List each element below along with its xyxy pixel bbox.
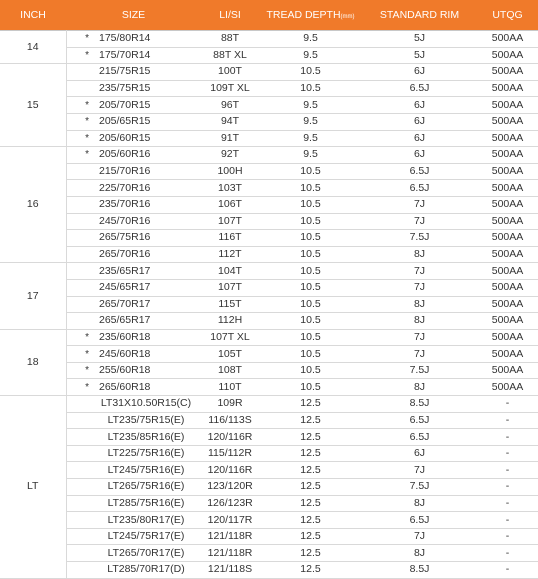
header-tread-label: TREAD DEPTH [266,9,341,21]
size-cell: LT31X10.50R15(C) [91,396,201,413]
tread-depth-cell: 10.5 [259,180,362,197]
star-marker: * [66,31,91,48]
tread-depth-cell: 12.5 [259,412,362,429]
star-marker [66,296,91,313]
tread-depth-cell: 12.5 [259,495,362,512]
standard-rim-cell: 6.5J [362,512,477,529]
tread-depth-cell: 10.5 [259,196,362,213]
tread-depth-cell: 9.5 [259,47,362,64]
standard-rim-cell: 6J [362,147,477,164]
header-size: SIZE [66,0,201,31]
li-si-cell: 103T [201,180,259,197]
li-si-cell: 109T XL [201,80,259,97]
li-si-cell: 107T [201,213,259,230]
li-si-cell: 116/113S [201,412,259,429]
table-row [0,362,538,379]
standard-rim-cell: 5J [362,31,477,48]
li-si-cell: 109R [201,396,259,413]
standard-rim-cell: 7J [362,263,477,280]
utqg-cell: 500AA [477,113,538,130]
li-si-cell: 121/118R [201,528,259,545]
utqg-cell: - [477,528,538,545]
standard-rim-cell: 5J [362,47,477,64]
utqg-cell: 500AA [477,196,538,213]
tread-depth-cell: 9.5 [259,130,362,147]
star-marker [66,528,91,545]
size-cell: 235/75R15 [91,80,201,97]
utqg-cell: 500AA [477,296,538,313]
star-marker: * [66,130,91,147]
table-row [0,147,538,164]
standard-rim-cell: 6J [362,64,477,81]
tread-depth-cell: 12.5 [259,445,362,462]
standard-rim-cell: 8J [362,313,477,330]
tread-depth-cell: 12.5 [259,562,362,579]
standard-rim-cell: 6.5J [362,163,477,180]
standard-rim-cell: 7J [362,462,477,479]
utqg-cell: 500AA [477,97,538,114]
li-si-cell: 100H [201,163,259,180]
table-row [0,429,538,446]
utqg-cell: 500AA [477,213,538,230]
utqg-cell: - [477,462,538,479]
standard-rim-cell: 6.5J [362,80,477,97]
utqg-cell: - [477,429,538,446]
standard-rim-cell: 6.5J [362,412,477,429]
tread-depth-cell: 10.5 [259,246,362,263]
star-marker [66,196,91,213]
utqg-cell: 500AA [477,313,538,330]
li-si-cell: 100T [201,64,259,81]
table-row [0,346,538,363]
utqg-cell: 500AA [477,47,538,64]
li-si-cell: 96T [201,97,259,114]
li-si-cell: 116T [201,230,259,247]
star-marker [66,64,91,81]
standard-rim-cell: 8J [362,246,477,263]
tread-depth-cell: 12.5 [259,396,362,413]
li-si-cell: 91T [201,130,259,147]
table-row [0,279,538,296]
size-cell: 205/60R15 [91,130,201,147]
standard-rim-cell: 8.5J [362,396,477,413]
utqg-cell: 500AA [477,346,538,363]
star-marker [66,246,91,263]
utqg-cell: 500AA [477,80,538,97]
table-row [0,562,538,579]
star-marker [66,462,91,479]
table-row [0,263,538,280]
table-row [0,313,538,330]
header-standard-rim: STANDARD RIM [362,0,477,31]
size-cell: 265/65R17 [91,313,201,330]
star-marker [66,80,91,97]
size-cell: 215/70R16 [91,163,201,180]
header-tread-unit: (mm) [340,14,355,20]
table-row [0,163,538,180]
tread-depth-cell: 10.5 [259,213,362,230]
table-row [0,64,538,81]
table-row [0,412,538,429]
utqg-cell: 500AA [477,64,538,81]
li-si-cell: 88T [201,31,259,48]
li-si-cell: 121/118R [201,545,259,562]
li-si-cell: 112T [201,246,259,263]
size-cell: LT285/75R16(E) [91,495,201,512]
size-cell: 205/60R16 [91,147,201,164]
star-marker [66,313,91,330]
size-cell: 265/75R16 [91,230,201,247]
utqg-cell: - [477,545,538,562]
inch-cell: 14 [0,31,66,64]
table-row [0,80,538,97]
size-cell: LT245/75R16(E) [91,462,201,479]
standard-rim-cell: 7J [362,279,477,296]
table-row [0,47,538,64]
tread-depth-cell: 10.5 [259,163,362,180]
standard-rim-cell: 7J [362,213,477,230]
table-row [0,97,538,114]
tread-depth-cell: 10.5 [259,346,362,363]
size-cell: 265/60R18 [91,379,201,396]
li-si-cell: 92T [201,147,259,164]
standard-rim-cell: 6J [362,130,477,147]
tread-depth-cell: 12.5 [259,528,362,545]
star-marker [66,213,91,230]
size-cell: 265/70R17 [91,296,201,313]
inch-cell: 18 [0,329,66,395]
standard-rim-cell: 7J [362,329,477,346]
standard-rim-cell: 6J [362,445,477,462]
tread-depth-cell: 10.5 [259,64,362,81]
star-marker [66,479,91,496]
size-cell: LT235/80R17(E) [91,512,201,529]
star-marker: * [66,147,91,164]
table-row [0,180,538,197]
tread-depth-cell: 10.5 [259,313,362,330]
tread-depth-cell: 10.5 [259,263,362,280]
header-row [0,0,538,31]
size-cell: LT225/75R16(E) [91,445,201,462]
table-row [0,379,538,396]
utqg-cell: - [477,495,538,512]
size-cell: 245/65R17 [91,279,201,296]
standard-rim-cell: 8.5J [362,562,477,579]
star-marker [66,545,91,562]
size-cell: 215/75R15 [91,64,201,81]
utqg-cell: 500AA [477,31,538,48]
table-row [0,528,538,545]
utqg-cell: - [477,445,538,462]
standard-rim-cell: 7.5J [362,479,477,496]
tread-depth-cell: 10.5 [259,80,362,97]
li-si-cell: 105T [201,346,259,363]
inch-cell: 16 [0,147,66,263]
table-row [0,495,538,512]
li-si-cell: 94T [201,113,259,130]
tread-depth-cell: 9.5 [259,31,362,48]
li-si-cell: 88T XL [201,47,259,64]
li-si-cell: 107T XL [201,329,259,346]
standard-rim-cell: 8J [362,495,477,512]
inch-cell: 17 [0,263,66,329]
size-cell: 245/60R18 [91,346,201,363]
star-marker [66,396,91,413]
star-marker [66,279,91,296]
utqg-cell: 500AA [477,279,538,296]
table-row [0,196,538,213]
utqg-cell: 500AA [477,130,538,147]
utqg-cell: 500AA [477,379,538,396]
star-marker [66,163,91,180]
table-row [0,512,538,529]
tread-depth-cell: 12.5 [259,479,362,496]
standard-rim-cell: 7J [362,346,477,363]
star-marker [66,263,91,280]
size-cell: 255/60R18 [91,362,201,379]
tread-depth-cell: 10.5 [259,296,362,313]
utqg-cell: 500AA [477,163,538,180]
table-row [0,329,538,346]
li-si-cell: 106T [201,196,259,213]
size-cell: LT235/75R15(E) [91,412,201,429]
size-cell: LT265/70R17(E) [91,545,201,562]
size-cell: LT265/75R16(E) [91,479,201,496]
standard-rim-cell: 6J [362,113,477,130]
table-row [0,213,538,230]
table-row [0,396,538,413]
size-cell: 205/65R15 [91,113,201,130]
star-marker: * [66,47,91,64]
standard-rim-cell: 8J [362,545,477,562]
header-tread-depth [259,0,362,31]
tread-depth-cell: 10.5 [259,279,362,296]
tread-depth-cell: 9.5 [259,97,362,114]
li-si-cell: 115/112R [201,445,259,462]
tread-depth-cell: 12.5 [259,462,362,479]
standard-rim-cell: 6.5J [362,429,477,446]
inch-cell: 15 [0,64,66,147]
size-cell: 205/70R15 [91,97,201,114]
li-si-cell: 123/120R [201,479,259,496]
li-si-cell: 121/118S [201,562,259,579]
li-si-cell: 120/116R [201,462,259,479]
star-marker: * [66,362,91,379]
star-marker: * [66,97,91,114]
star-marker: * [66,379,91,396]
table-row [0,230,538,247]
standard-rim-cell: 6J [362,97,477,114]
utqg-cell: 500AA [477,263,538,280]
star-marker: * [66,113,91,130]
standard-rim-cell: 8J [362,379,477,396]
star-marker [66,562,91,579]
li-si-cell: 126/123R [201,495,259,512]
standard-rim-cell: 6.5J [362,180,477,197]
star-marker [66,445,91,462]
utqg-cell: - [477,396,538,413]
tread-depth-cell: 12.5 [259,545,362,562]
utqg-cell: - [477,512,538,529]
size-cell: 265/70R16 [91,246,201,263]
size-cell: 235/60R18 [91,329,201,346]
table-row [0,445,538,462]
header-li-si: LI/SI [201,0,259,31]
star-marker: * [66,346,91,363]
utqg-cell: - [477,562,538,579]
tread-depth-cell: 12.5 [259,512,362,529]
size-cell: LT235/85R16(E) [91,429,201,446]
utqg-cell: 500AA [477,230,538,247]
utqg-cell: 500AA [477,147,538,164]
standard-rim-cell: 7J [362,528,477,545]
table-row [0,296,538,313]
tread-depth-cell: 9.5 [259,147,362,164]
tread-depth-cell: 10.5 [259,362,362,379]
li-si-cell: 112H [201,313,259,330]
li-si-cell: 115T [201,296,259,313]
table-row [0,462,538,479]
utqg-cell: 500AA [477,329,538,346]
size-cell: 235/65R17 [91,263,201,280]
header-inch: INCH [0,0,66,31]
standard-rim-cell: 7J [362,196,477,213]
table-row [0,113,538,130]
size-cell: LT285/70R17(D) [91,562,201,579]
inch-cell: LT [0,396,66,579]
size-cell: LT245/75R17(E) [91,528,201,545]
standard-rim-cell: 7.5J [362,362,477,379]
table-row [0,479,538,496]
tread-depth-cell: 10.5 [259,379,362,396]
size-cell: 175/80R14 [91,31,201,48]
table-row [0,246,538,263]
table-row [0,545,538,562]
header-utqg: UTQG [477,0,538,31]
li-si-cell: 110T [201,379,259,396]
li-si-cell: 120/116R [201,429,259,446]
star-marker [66,230,91,247]
size-cell: 225/70R16 [91,180,201,197]
size-cell: 175/70R14 [91,47,201,64]
utqg-cell: 500AA [477,362,538,379]
star-marker [66,180,91,197]
tread-depth-cell: 10.5 [259,329,362,346]
li-si-cell: 107T [201,279,259,296]
table-body [0,31,538,579]
table-row [0,31,538,48]
utqg-cell: 500AA [477,180,538,197]
utqg-cell: - [477,412,538,429]
utqg-cell: - [477,479,538,496]
li-si-cell: 104T [201,263,259,280]
tread-depth-cell: 10.5 [259,230,362,247]
star-marker: * [66,329,91,346]
tread-depth-cell: 9.5 [259,113,362,130]
standard-rim-cell: 8J [362,296,477,313]
utqg-cell: 500AA [477,246,538,263]
star-marker [66,429,91,446]
tread-depth-cell: 12.5 [259,429,362,446]
table-row [0,130,538,147]
star-marker [66,412,91,429]
star-marker [66,495,91,512]
star-marker [66,512,91,529]
size-cell: 235/70R16 [91,196,201,213]
li-si-cell: 120/117R [201,512,259,529]
size-cell: 245/70R16 [91,213,201,230]
li-si-cell: 108T [201,362,259,379]
standard-rim-cell: 7.5J [362,230,477,247]
